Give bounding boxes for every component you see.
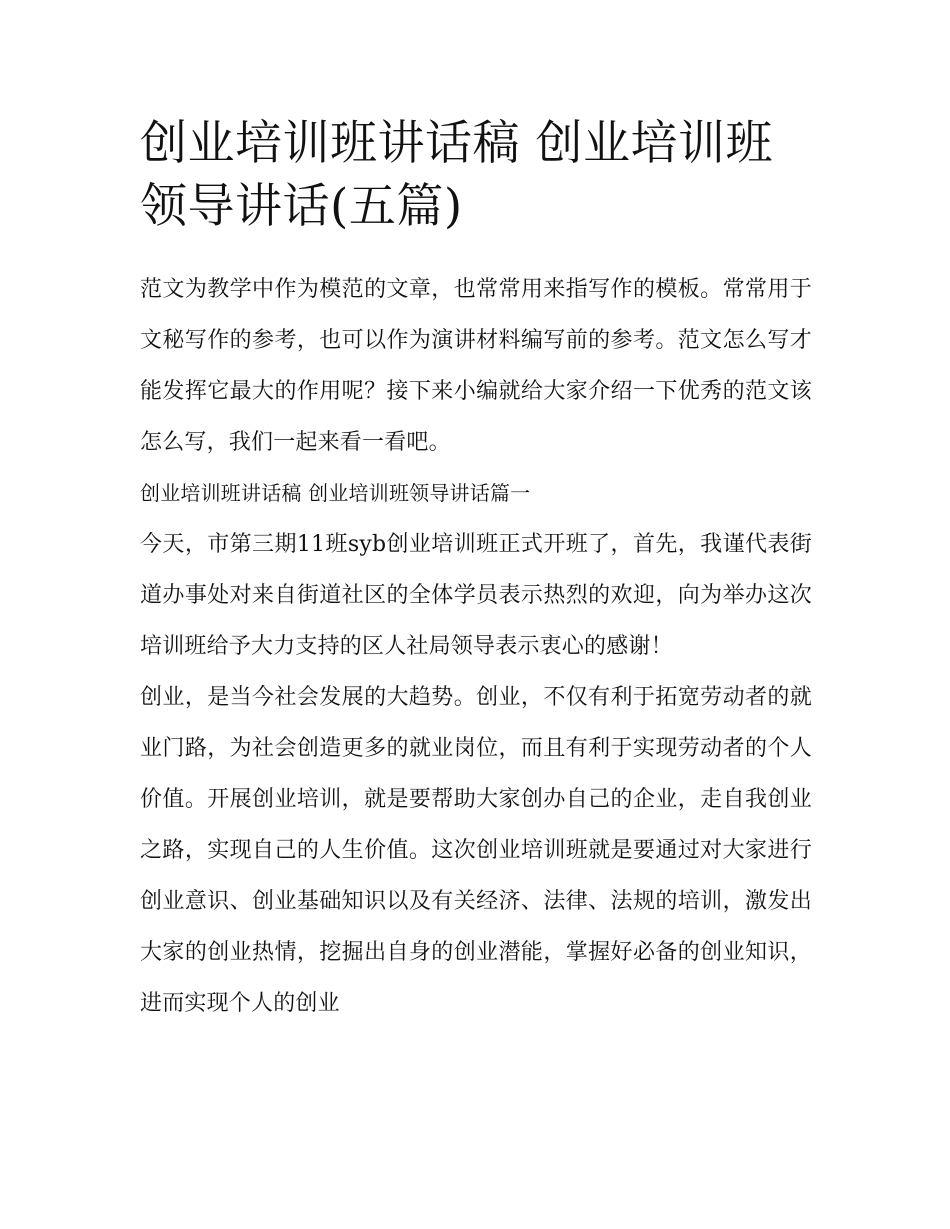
- section-heading: 创业培训班讲话稿 创业培训班领导讲话篇一: [140, 481, 531, 505]
- intro-paragraph: 范文为教学中作为模范的文章，也常常用来指写作的模板。常常用于文秘写作的参考，也可以作为演讲材料编写前的参考。范文怎么写才能发挥它最大的作用呢？接下来小编就给大家介绍一下优秀的范文该怎么写，我们一起来看一看吧。: [140, 277, 812, 455]
- body-paragraph-2: 创业，是当今社会发展的大趋势。创业，不仅有利于拓宽劳动者的就业门路，为社会创造更多的就业岗位，而且有利于实现劳动者的个人价值。开展创业培训，就是要帮助大家创办自己的企业，走自我创业之路，实现自己的人生价值。这次创业培训班就是要通过对大家进行创业意识、创业基础知识以及有关经济、法律、法规的培训，激发出大家的创业热情，挖掘出自身的创业潜能，掌握好必备的创业知识，进而实现个人的创业: [140, 685, 812, 1016]
- document-title: 创业培训班讲话稿 创业培训班领导讲话(五篇): [140, 116, 773, 234]
- document-page: [140, 112, 812, 1029]
- body-paragraph-1: 今天，市第三期11班syb创业培训班正式开班了，首先，我谨代表街道办事处对来自街道社区的全体学员表示热烈的欢迎，向为举办这次培训班给予大力支持的区人社局领导表示衷心的感谢！: [140, 532, 812, 659]
